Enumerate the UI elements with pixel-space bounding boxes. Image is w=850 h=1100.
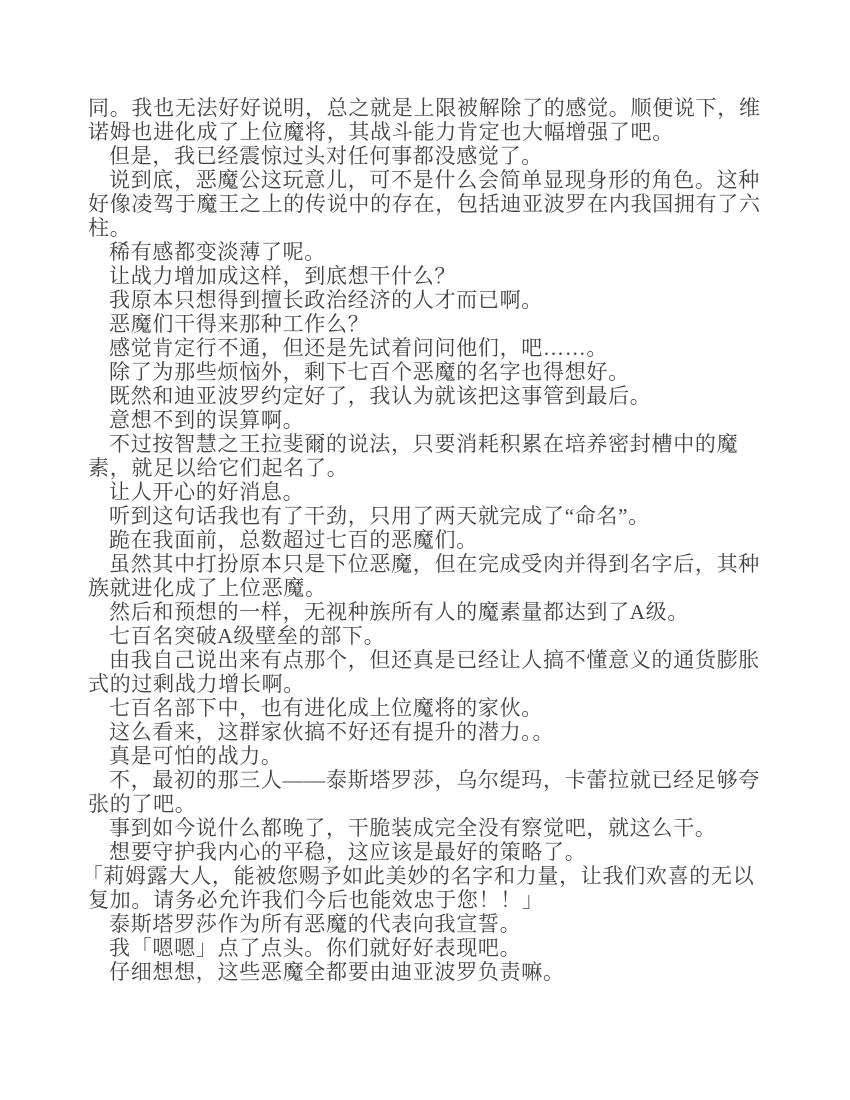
novel-paragraph: 说到底，恶魔公这玩意儿，可不是什么会简单显现身形的角色。这种好像凌驾于魔王之上的传说中的存在，包括迪亚波罗在内我国拥有了六柱。 — [88, 168, 761, 240]
novel-paragraph: 这么看来，这群家伙搞不好还有提升的潜力。。 — [109, 720, 555, 744]
novel-paragraph: 想要守护我内心的平稳，这应该是最好的策略了。 — [109, 840, 587, 864]
novel-paragraph: 事到如今说什么都晚了，干脆装成完全没有察觉吧，就这么干。 — [109, 816, 717, 840]
novel-paragraph: 稀有感都变淡薄了呢。 — [109, 240, 326, 264]
novel-paragraph: 泰斯塔罗莎作为所有恶魔的代表向我宣誓。 — [109, 912, 522, 936]
novel-paragraph: 恶魔们干得来那种工作么？ — [109, 312, 370, 336]
novel-paragraph: 但是，我已经震惊过头对任何事都没感觉了。 — [109, 144, 543, 168]
novel-paragraph: 仔细想想，这些恶魔全都要由迪亚波罗负责嘛。 — [109, 960, 565, 984]
novel-paragraph: 我原本只想得到擅长政治经济的人才而已啊。 — [109, 288, 543, 312]
novel-paragraph: 七百名部下中，也有进化成上位魔将的家伙。 — [109, 696, 543, 720]
novel-paragraph: 七百名突破A级壁垒的部下。 — [109, 624, 386, 648]
novel-paragraph: 意想不到的误算啊。 — [109, 408, 305, 432]
novel-paragraph: 不，最初的那三人——泰斯塔罗莎，乌尔缇玛，卡蕾拉就已经足够夸张的了吧。 — [88, 768, 760, 816]
novel-paragraph: 然后和预想的一样，无视种族所有人的魔素量都达到了A级。 — [109, 600, 690, 624]
novel-paragraph: 我「嗯嗯」点了点头。你们就好好表现吧。 — [109, 936, 522, 960]
novel-paragraph: 不过按智慧之王拉斐爾的说法，只要消耗积累在培养密封槽中的魔素，就足以给它们起名了。 — [88, 432, 739, 480]
novel-paragraph: 让战力增加成这样，到底想干什么？ — [109, 264, 457, 288]
novel-paragraph: 虽然其中打扮原本只是下位恶魔，但在完成受肉并得到名字后，其种族就进化成了上位恶魔。 — [88, 552, 760, 600]
novel-paragraph: 感觉肯定行不通，但还是先试着问问他们，吧……。 — [109, 336, 609, 360]
novel-paragraph: 由我自己说出来有点那个，但还真是已经让人搞不懂意义的通货膨胀式的过剩战力增长啊。 — [88, 648, 760, 696]
novel-paragraph: 同。我也无法好好说明，总之就是上限被解除了的感觉。顺便说下，维诺姆也进化成了上位魔将，其战斗能力肯定也大幅增强了吧。 — [88, 96, 761, 144]
novel-paragraph: 除了为那些烦恼外，剩下七百个恶魔的名字也得想好。 — [109, 360, 630, 384]
novel-text-column — [81, 96, 764, 984]
novel-paragraph: 既然和迪亚波罗约定好了，我认为就该把这事管到最后。 — [109, 384, 652, 408]
novel-paragraph: 真是可怕的战力。 — [109, 744, 283, 768]
novel-paragraph: 「莉姆露大人，能被您赐予如此美妙的名字和力量，让我们欢喜的无以复加。请务必允许我们今后也能效忠于您！！」 — [81, 864, 755, 912]
novel-paragraph: 听到这句话我也有了干劲，只用了两天就完成了“命名”。 — [109, 504, 650, 528]
novel-paragraph: 让人开心的好消息。 — [109, 480, 305, 504]
novel-paragraph: 跪在我面前，总数超过七百的恶魔们。 — [109, 528, 478, 552]
